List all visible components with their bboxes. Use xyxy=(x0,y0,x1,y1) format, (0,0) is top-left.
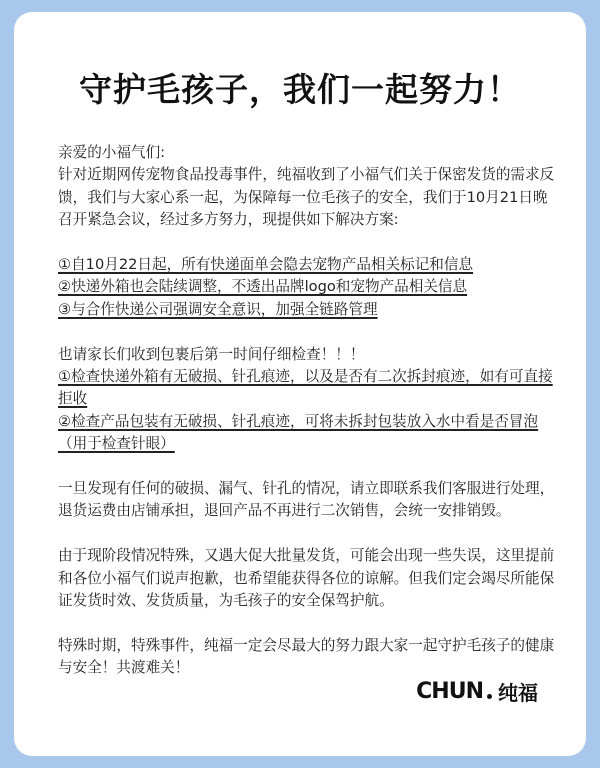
solution-item: ③与合作快递公司强调安全意识，加强全链路管理 xyxy=(58,300,378,318)
logo-chinese-name: 纯福 xyxy=(498,681,538,705)
closing-paragraph: 特殊时期，特殊事件，纯福一定会尽最大的努力跟大家一起守护毛孩子的健康与安全！共渡难关！ xyxy=(58,636,555,677)
notice-card xyxy=(14,12,586,756)
greeting: 亲爱的小福气们: xyxy=(58,144,166,161)
logo-wordmark: CHUN xyxy=(416,679,483,704)
check-item: ①检查快递外箱有无破损、针孔痕迹，以及是否有二次拆封痕迹，如有可直接拒收 xyxy=(58,368,553,408)
check-heading: 也请家长们收到包裹后第一时间仔细检查！！！ xyxy=(58,345,365,363)
logo-dot-icon xyxy=(487,694,492,699)
apology-paragraph: 由于现阶段情况特殊，又遇大促大批量发货，可能会出现一些失误，这里提前和各位小福气们说声抱歉，也希望能获得各位的谅解。但我们定会竭尽所能保证发货时效、发货质量，为毛孩子的安全保驾护航。 xyxy=(58,547,555,610)
check-item: ②检查产品包装有无破损、针孔痕迹，可将未拆封包装放入水中看是否冒泡（用于检查针眼） xyxy=(58,412,539,453)
damage-notice: 一旦发现有任何的破损、漏气、针孔的情况，请立即联系我们客服进行处理，退货运费由店铺承担，退回产品不再进行二次销售，会统一安排销毁。 xyxy=(58,480,555,520)
intro-paragraph: 针对近期网传宠物食品投毒事件，纯福收到了小福气们关于保密发货的需求反馈，我们与大家心系一起，为保障每一位毛孩子的安全，我们于10月21日晚召开紧急会议，经过多方努力，现提供如下解决方案: xyxy=(58,166,555,229)
solution-item: ②快递外箱也会陆续调整，不透出品牌logo和宠物产品相关信息 xyxy=(58,278,468,296)
page-title: 守护毛孩子，我们一起努力！ xyxy=(79,70,521,109)
brand-logo xyxy=(416,677,538,706)
notice-body xyxy=(58,142,560,680)
solution-item: ①自10月22日起，所有快递面单会隐去宠物产品相关标记和信息 xyxy=(58,256,474,274)
